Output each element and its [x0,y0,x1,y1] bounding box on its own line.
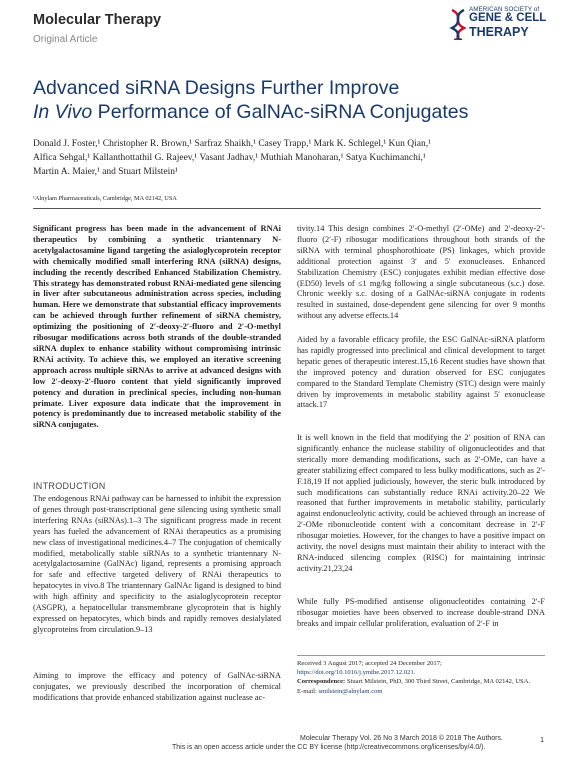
authors-line-2: Alfica Sehgal,¹ Kallanthottathil G. Rajeev,¹ Vasant Jadhav,¹ Muthiah Manoharan,¹ Satya Kuchimanchi,¹ [33,153,426,163]
dna-helix-icon [448,8,468,40]
title-italic: In Vivo [33,101,93,123]
email-link[interactable]: smilstein@alnylam.com [318,687,383,695]
correspondence [297,677,545,686]
affiliation: ¹Alnylam Pharmaceuticals, Cambridge, MA 02142, USA [33,195,177,202]
doi-link[interactable]: https://doi.org/10.1016/j.ymthe.2017.12.021. [297,669,416,677]
logo-text-bottom: THERAPY [469,25,529,39]
footnote [297,659,545,696]
author-list [33,137,553,179]
correspondence-label: Correspondence: [297,678,346,686]
logo-text-top: AMERICAN SOCIETY of [469,6,540,13]
article-title [33,76,543,124]
logo-text-mid: GENE & CELL [469,12,547,24]
footer-license[interactable]: This is an open access article under the CC BY license (http://creativecommons.org/licenses/by/4.0/). [172,744,486,751]
authors-line-3: Martin A. Maier,¹ and Stuart Milstein¹ [33,167,178,177]
right-paragraph-3: It is well known in the field that modifying the 2′ position of RNA can significantly enhance the nuclease stability of oligonucleotides and that sterically more demanding modifications, such as 2′-OMe, can have a greater stabilizing effect compared to less bulky modifications, such as 2′-F.18,19 If not applied judiciously, however, the steric bulk introduced by such modifications can substantially reduce RNAi activity.20–22 We reasoned that further improvements in metabolic stability, particularly against endonucleolytic activity, could be achieved through an increase of 2′-OMe ribonucleotide content with a concomitant decrease in 2′-F ribosugar moieties. However, for the changes to have a positive impact on activity, the novel designs must maintain their ability to interact with the RNA-induced silencing complex (RISC) for maintaining intrinsic activity.21,23,24 [297,433,545,573]
article-type: Original Article [33,34,98,45]
intro-paragraph-1: The endogenous RNAi pathway can be harnessed to inhibit the expression of genes through post-transcriptional gene silencing using synthetic small interfering RNAs (siRNAs).1–3 The significant progress made in recent years has fueled the advancement of RNAi therapeutics as a promising new class of investigational medicines.4–7 The conjugation of chemically modified, metabolically stable siRNAs to a synthetic triantennary N-acetylgalactosamine (GalNAc) ligand, represents a promising approach for safe and effective targeted delivery of RNAi therapeutics to hepatocytes in vivo.8 The triantennary GalNAc ligand is designed to bind with high affinity and specificity to the asialoglycoprotein receptor (ASGPR), a hepatocellular transmembrane glycoprotein that is highly expressed on hepatocytes, which binds and rapidly removes desialylated glycoproteins from circulation.9–13 [33,494,281,634]
title-line-2-rest: Performance of GalNAc-siRNA Conjugates [92,101,469,123]
email-label: E-mail: [297,687,319,695]
received-dates: Received 3 August 2017; accepted 24 December 2017; [297,660,442,667]
footnote-divider [297,655,545,656]
header-divider [33,208,541,209]
right-paragraph-2: Aided by a favorable efficacy profile, the ESC GalNAc-siRNA platform has rapidly progressed into preclinical and clinical development to target hepatic genes of therapeutic interest.15,16 Recent studies have shown that the improved potency and duration observed for ESC conjugates compared to the Standard Template Chemistry (STC) design were mainly driven by improvements in metabolic stability against 5′ exonuclease attack.17 [297,335,545,410]
society-logo [448,6,566,42]
footer-citation: Molecular Therapy Vol. 26 No 3 March 2018 © 2018 The Authors. [300,735,503,742]
intro-paragraph-2: Aiming to improve the efficacy and potency of GalNAc-siRNA conjugates, we previously described the incorporation of chemical modifications that provide enhanced stabilization against nuclease ac- [33,671,281,702]
email-line [297,687,545,696]
journal-name: Molecular Therapy [33,12,162,28]
intro-heading: INTRODUCTION [33,481,106,491]
right-paragraph-4: While fully PS-modified antisense oligonucleotides containing 2′-F ribosugar moieties have been observed to increase double-strand DNA breaks and impair cellular proliferation, evaluation of 2′-F in [297,597,545,628]
correspondence-text: Stuart Milstein, PhD, 300 Third Street, Cambridge, MA 02142, USA. [345,678,531,686]
title-line-1: Advanced siRNA Designs Further Improve [33,77,400,99]
authors-line-1: Donald J. Foster,¹ Christopher R. Brown,¹ Sarfraz Shaikh,¹ Casey Trapp,¹ Mark K. Schlegel,¹ Kun Qian,¹ [33,139,431,149]
abstract: Significant progress has been made in the advancement of RNAi therapeutics by combining a synthetic triantennary N-acetylgalactosamine ligand targeting the asialoglycoprotein receptor with chemically modified small interfering RNA (siRNA) designs, including the recently described Enhanced Stabilization Chemistry. This strategy has demonstrated robust RNAi-mediated gene silencing in liver after subcutaneous administration across species, including human. Here we demonstrate that substantial efficacy improvements can be achieved through further refinement of siRNA chemistry, optimizing the positioning of 2′-deoxy-2′-fluoro and 2′-O-methyl ribosugar modifications across both strands of the double-stranded siRNA duplex to enhance stability without compromising intrinsic RNAi activity. To achieve this, we employed an iterative screening approach across multiple siRNAs to arrive at advanced designs with low 2′-deoxy-2′-fluoro content that yield significantly improved potency and duration in preclinical species, including non-human primate. Liver exposure data indicate that the improvement in potency is predominantly due to increased metabolic stability of the siRNA conjugates. [33,224,281,430]
right-paragraph-1: tivity.14 This design combines 2′-O-methyl (2′-OMe) and 2′-deoxy-2′-fluoro (2′-F) ribosugar modifications throughout both strands of the siRNA with terminal phosphorothioate (PS) linkages, which provide additional protection against 3′ and 5′ exonucleases. Enhanced Stabilization Chemistry (ESC) conjugates exhibit median effective dose (ED50) levels of ≤1 mg/kg following a single subcutaneous (s.c.) dose. Chronic weekly s.c. dosing of a GalNAc-siRNA conjugate in rodents resulted in sustained, dose-dependent gene silencing for over 9 months without any adverse effects.14 [297,224,545,321]
page-number: 1 [540,735,545,744]
title-line-2 [33,100,543,124]
